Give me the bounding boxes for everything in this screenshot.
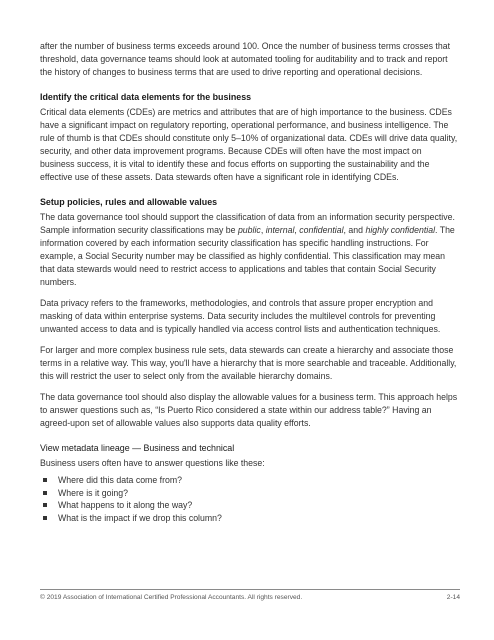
document-body (40, 40, 458, 524)
allowable-values-paragraph: The data governance tool should also display the allowable values for a business term. This approach helps to answer questions such as, “Is Puerto Rico considered a state within our address table?” Having an agreed-upon set of allowable values also supports data quality efforts. (40, 392, 458, 428)
bullet-icon (43, 478, 47, 482)
lineage-question-list (40, 474, 458, 524)
classification-confidential: confidential (299, 225, 344, 235)
list-item (40, 487, 458, 500)
list-item-text: What happens to it along the way? (58, 500, 193, 510)
bullet-icon (43, 503, 47, 507)
classification-internal: internal (265, 225, 295, 235)
classification-paragraph (40, 211, 458, 289)
hierarchy-paragraph: For larger and more complex business rule sets, data stewards can create a hierarchy and associate those terms in a relative way. This way, you'll have a hierarchy that is more searchable and traceable. Additionally, this will restrict the user to select only from the available hierarchy domains. (40, 345, 457, 381)
sep-3: , and (343, 225, 366, 235)
list-item (40, 474, 458, 487)
list-item-text: Where is it going? (58, 487, 129, 498)
sep-1: , (260, 225, 266, 235)
sep-2: , (294, 225, 300, 235)
intro-paragraph: after the number of business terms exceeds around 100. Once the number of business terms crosses that threshold, data governance teams should look at automated tooling for auditability and to track and report the history of changes to business terms that are used to drive reporting and operational decisions. (40, 41, 451, 77)
page-footer (40, 589, 460, 601)
list-item (40, 499, 458, 512)
classification-public: public (237, 225, 261, 235)
cde-paragraph: Critical data elements (CDEs) are metrics and attributes that are of high importance to the business. CDEs have a significant impact on regulatory reporting, operational performance, and business intelligence. The rule of thumb is that CDEs should constitute only 5–10% of organizational data. CDEs will drive data quality, security, and other data improvement programs. Because CDEs will often have the most impact on business success, it is vital to identify these and focus efforts on supporting the sustainability and the effective use of these assets. Data stewards often have a significant role in identifying CDEs. (40, 107, 458, 182)
section-heading-cde: Identify the critical data elements for the business (40, 92, 252, 102)
privacy-paragraph: Data privacy refers to the frameworks, methodologies, and controls that assure proper encryption and masking of data within enterprise systems. Data security includes the multilevel controls for preventing unwanted access to data and is typically handled via access control lists and authentication techniques. (40, 298, 441, 334)
bullet-icon (43, 516, 47, 520)
section-heading-lineage: View metadata lineage — Business and technical (40, 443, 235, 453)
list-item (40, 512, 458, 525)
classification-highly-confidential: highly confidential (365, 225, 436, 235)
classification-text-b: . The information covered by each information security classification has specific handling instructions. For example, a Social Security number may be classified as highly confidential. This classification may mean that data stewards would need to restrict access to applications and tables that contain Social Security numbers. (40, 225, 455, 287)
section-heading-policies: Setup policies, rules and allowable values (40, 197, 218, 207)
bullet-icon (43, 491, 47, 495)
list-item-text: Where did this data come from? (58, 475, 183, 485)
page-number: 2-14 (446, 594, 460, 601)
lineage-intro-paragraph: Business users often have to answer questions like these: (40, 458, 265, 468)
list-item-text: What is the impact if we drop this column? (58, 512, 222, 523)
classification-text-a: The data governance tool should support the classification of data from an information security perspective. Sample information security classifications may be (40, 212, 455, 235)
copyright-notice: © 2019 Association of International Certified Professional Accountants. All rights reserved. (40, 594, 303, 601)
